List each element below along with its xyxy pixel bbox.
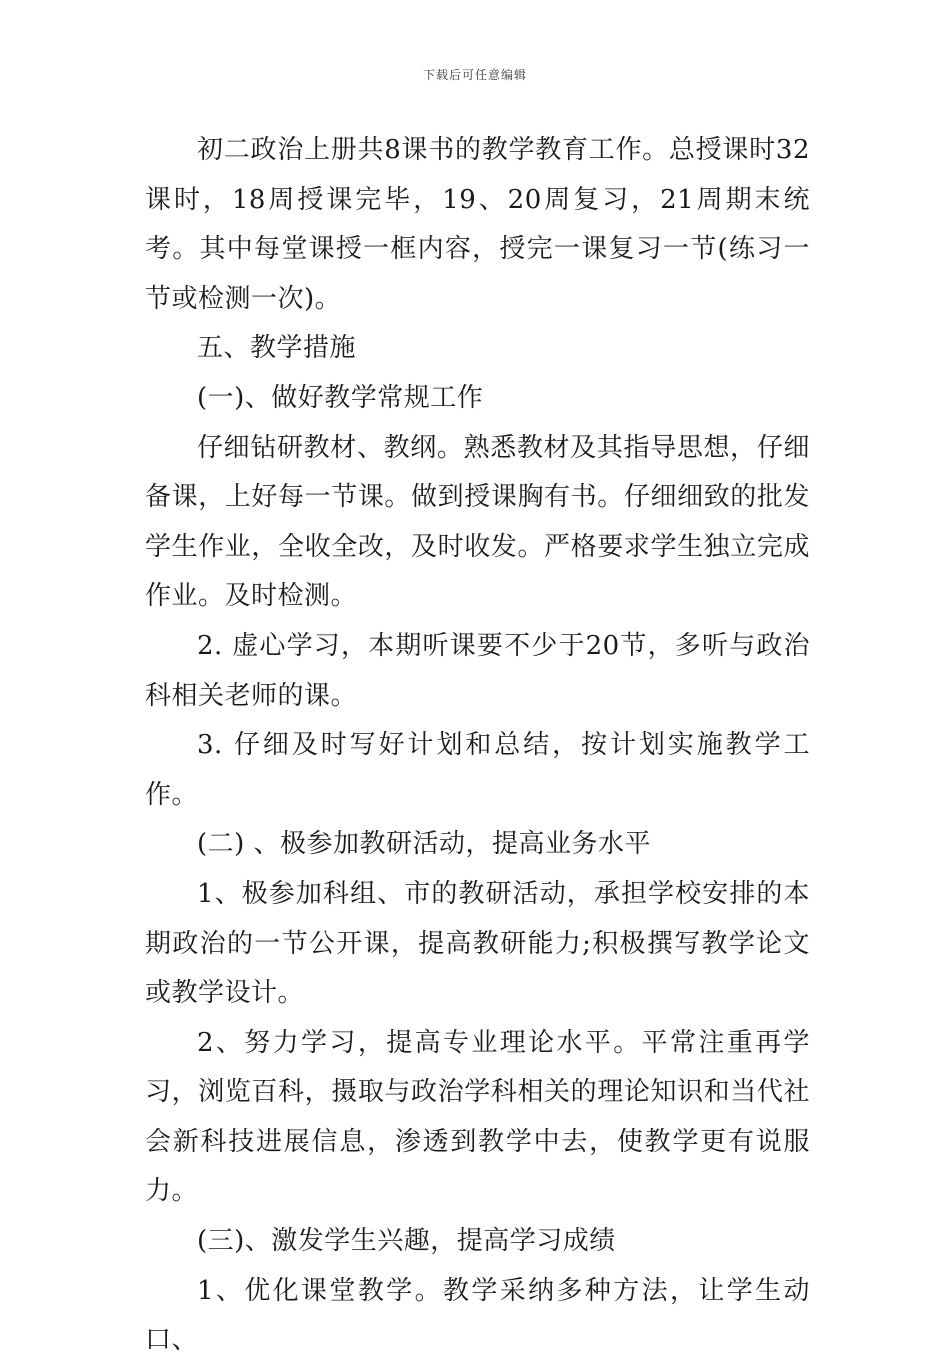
paragraph-course-schedule: 初二政治上册共8课书的教学教育工作。总授课时32课时，18周授课完毕，19、20周复习，21周期末统考。其中每堂课授一框内容，授完一课复习一节(练习一节或检测一次)。	[145, 135, 810, 314]
paragraph-attend-lessons: 2. 虚心学习，本期听课要不少于20节，多听与政治科相关老师的课。	[145, 630, 810, 711]
subheading-routine-work: (一)、做好教学常规工作	[197, 382, 484, 413]
subheading-teaching-research: (二) 、极参加教研活动，提高业务水平	[197, 829, 652, 860]
subheading-student-interest: (三)、激发学生兴趣，提高学习成绩	[197, 1226, 616, 1257]
section-heading-teaching-measures: 五、教学措施	[197, 333, 357, 364]
paragraph-plan-summary: 3. 仔细及时写好计划和总结，按计划实施教学工作。	[145, 730, 810, 810]
paragraph-professional-study: 2、努力学习，提高专业理论水平。平常注重再学习，浏览百科，摄取与政治学科相关的理论知识和当代社会新科技进展信息，渗透到教学中去，使教学更有说服力。	[145, 1027, 810, 1207]
paragraph-study-materials: 仔细钻研教材、教纲。熟悉教材及其指导思想，仔细备课，上好每一节课。做到授课胸有书。仔细细致的批发学生作业，全收全改，及时收发。严格要求学生独立完成作业。及时检测。	[145, 432, 810, 612]
paragraph-research-activities: 1、极参加科组、市的教研活动，承担学校安排的本期政治的一节公开课，提高教研能力;积极撰写教学论文或教学设计。	[145, 878, 810, 1009]
paragraph-optimize-classroom: 1、优化课堂教学。教学采纳多种方法，让学生动口、	[145, 1275, 810, 1356]
document-body	[145, 126, 810, 1366]
page-header: 下载后可任意编辑	[422, 68, 527, 82]
